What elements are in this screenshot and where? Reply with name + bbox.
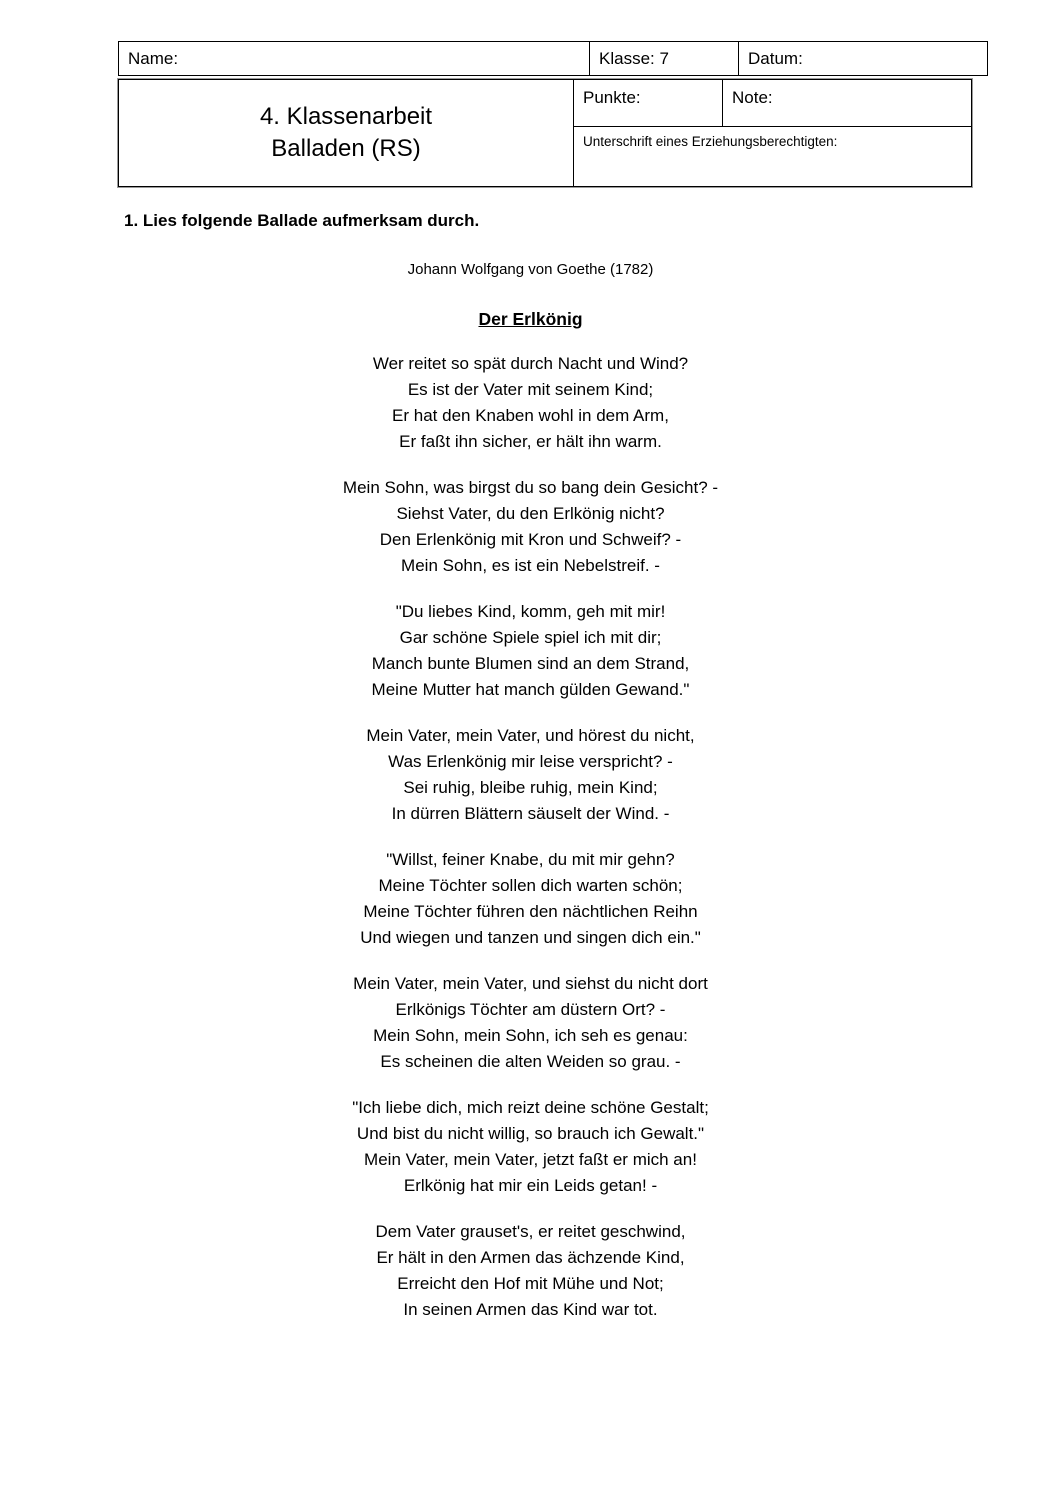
poem-line: Dem Vater grauset's, er reitet geschwind,: [375, 1222, 686, 1241]
poem-line: Mein Vater, mein Vater, und hörest du nicht,: [366, 726, 695, 745]
header-table-top: [118, 41, 988, 76]
poem-line: Es ist der Vater mit seinem Kind;: [407, 380, 654, 399]
task-instruction: 1. Lies folgende Ballade aufmerksam durch.: [124, 211, 480, 230]
datum-cell: Datum:: [739, 42, 988, 76]
poem-line: In seinen Armen das Kind war tot.: [403, 1300, 658, 1319]
poem-line: "Du liebes Kind, komm, geh mit mir!: [395, 602, 666, 621]
poem-line: Mein Sohn, was birgst du so bang dein Gesicht? -: [342, 478, 719, 497]
poem-line: Und bist du nicht willig, so brauch ich Gewalt.": [356, 1124, 705, 1143]
poem-stanza-2: [118, 475, 943, 579]
poem-stanza-6: [118, 971, 943, 1075]
header-row-score: [119, 80, 972, 127]
worksheet-title-line2: Balladen (RS): [271, 135, 421, 162]
note-cell: Note:: [723, 80, 972, 127]
poem-author-line: Johann Wolfgang von Goethe (1782): [407, 261, 654, 278]
poem-line: Er faßt ihn sicher, er hält ihn warm.: [399, 432, 662, 451]
poem-line: Mein Vater, mein Vater, und siehst du nicht dort: [353, 974, 708, 993]
poem-line: Mein Sohn, mein Sohn, ich seh es genau:: [373, 1026, 688, 1045]
poem-line: Und wiegen und tanzen und singen dich ein.": [360, 928, 701, 947]
poem-title: Der Erlkönig: [478, 309, 583, 329]
poem-line: Was Erlenkönig mir leise verspricht? -: [388, 752, 673, 771]
signature-cell: Unterschrift eines Erziehungsberechtigten:: [574, 127, 972, 187]
header-row-name: [119, 42, 988, 76]
poem-line: Manch bunte Blumen sind an dem Strand,: [371, 654, 690, 673]
worksheet-title-cell: [119, 80, 574, 187]
poem-line: "Willst, feiner Knabe, du mit mir gehn?: [386, 850, 675, 869]
poem-line: Mein Vater, mein Vater, jetzt faßt er mich an!: [364, 1150, 697, 1169]
name-cell: Name:: [119, 42, 590, 76]
poem-stanza-1: [118, 351, 943, 455]
poem-line: Sei ruhig, bleibe ruhig, mein Kind;: [403, 778, 658, 797]
poem-line: Er hält in den Armen das ächzende Kind,: [376, 1248, 685, 1267]
worksheet-title-line1: 4. Klassenarbeit: [259, 103, 433, 130]
klasse-cell: Klasse: 7: [590, 42, 739, 76]
poem-line: Mein Sohn, es ist ein Nebelstreif. -: [401, 556, 660, 575]
poem-stanza-3: [118, 599, 943, 703]
poem-line: Erlkönigs Töchter am düstern Ort? -: [395, 1000, 666, 1019]
poem-line: Wer reitet so spät durch Nacht und Wind?: [372, 354, 689, 373]
poem-line: "Ich liebe dich, mich reizt deine schöne Gestalt;: [352, 1098, 709, 1117]
poem-line: Den Erlenkönig mit Kron und Schweif? -: [379, 530, 682, 549]
poem-line: Meine Mutter hat manch gülden Gewand.": [371, 680, 690, 699]
poem-body: [118, 351, 943, 1323]
poem-line: Meine Töchter sollen dich warten schön;: [378, 876, 683, 895]
poem-line: Meine Töchter führen den nächtlichen Reihn: [363, 902, 698, 921]
poem-line: Er hat den Knaben wohl in dem Arm,: [392, 406, 669, 425]
poem-stanza-8: [118, 1219, 943, 1323]
punkte-cell: Punkte:: [574, 80, 723, 127]
poem-line: Siehst Vater, du den Erlkönig nicht?: [396, 504, 665, 523]
poem-line: Erreicht den Hof mit Mühe und Not;: [397, 1274, 664, 1293]
poem-stanza-7: [118, 1095, 943, 1199]
poem-line: Es scheinen die alten Weiden so grau. -: [380, 1052, 681, 1071]
header-table-bottom: [118, 79, 972, 187]
poem-line: Erlkönig hat mir ein Leids getan! -: [403, 1176, 658, 1195]
poem-line: Gar schöne Spiele spiel ich mit dir;: [399, 628, 662, 647]
poem-line: In dürren Blättern säuselt der Wind. -: [391, 804, 670, 823]
poem-stanza-5: [118, 847, 943, 951]
poem-stanza-4: [118, 723, 943, 827]
